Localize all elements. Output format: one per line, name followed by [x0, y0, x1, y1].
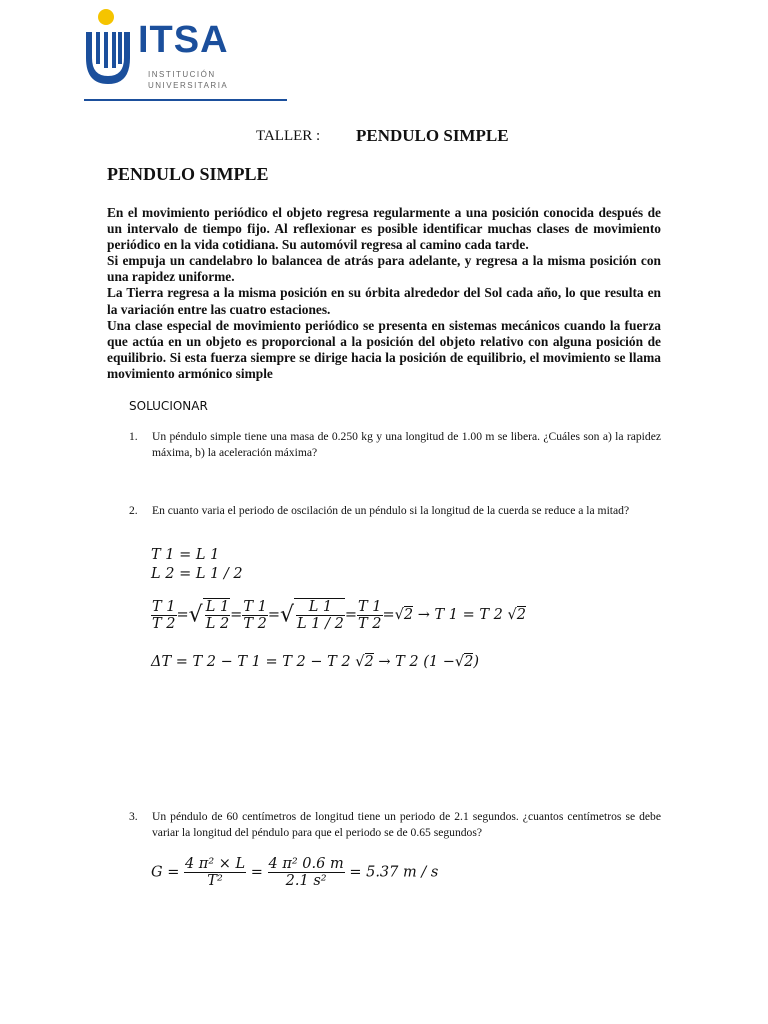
question-3 — [129, 809, 661, 841]
question-number: 1. — [129, 430, 138, 443]
question-2 — [129, 503, 661, 519]
radical-icon: √ — [280, 602, 295, 628]
g-lhs: G = — [151, 864, 180, 881]
fraction — [242, 599, 268, 632]
equals-sign: = — [250, 864, 263, 881]
equals-sign: = — [176, 607, 189, 623]
logo-subtitle-line2: UNIVERSITARIA — [148, 81, 229, 90]
intro-paragraph: En el movimiento periódico el objeto regresa regularmente a una posición conocida después de un intervalo de tiempo fijo. Al reflexionar es posible identificar muchas clases de movimiento periódico en la vida cotidiana. Su automóvil regresa al camino cada tarde. — [107, 205, 661, 253]
fraction-denominator: T 2 — [152, 615, 176, 632]
logo-brand: ITSA — [138, 19, 229, 61]
question-text: En cuanto varia el periodo de oscilación de un péndulo si la longitud de la cuerda se reduce a la mitad? — [152, 504, 630, 517]
logo-subtitle — [148, 69, 228, 91]
equation-g — [151, 856, 438, 889]
intro-paragraph: La Tierra regresa a la misma posición en su órbita alrededor del Sol cada año, lo que resulta en la variación entre las cuatro estaciones. — [107, 285, 661, 317]
radicand: 2 — [516, 607, 526, 623]
fraction-denominator: T² — [207, 873, 223, 889]
fraction — [151, 599, 177, 632]
fraction-numerator: L 1 — [296, 599, 345, 616]
fraction — [268, 856, 345, 889]
fraction-numerator: L 1 — [205, 599, 230, 615]
fraction-numerator: T 1 — [243, 598, 267, 615]
equation-delta — [151, 654, 479, 670]
delta-paren-open: (1 − — [423, 654, 455, 670]
taller-label: TALLER : — [256, 128, 321, 144]
itsa-logo-mark-icon — [84, 8, 132, 88]
equals-sign: = — [267, 607, 280, 623]
solve-label: SOLUCIONAR — [129, 399, 208, 413]
delta-mid: → T 2 — [378, 654, 419, 670]
equation-t1: T 1 = L 1 — [151, 547, 220, 563]
equals-sign: = — [382, 607, 395, 623]
question-number: 2. — [129, 504, 138, 517]
section-heading: PENDULO SIMPLE — [107, 164, 269, 184]
taller-title: PENDULO SIMPLE — [356, 126, 509, 145]
radical-icon: √ — [507, 607, 517, 623]
intro-paragraph: Una clase especial de movimiento periódico se presenta en sistemas mecánicos cuando la fuerza que actúa en un objeto es proporcional a la posición del objeto relativo con alguna posición de equilibrio. Si esta fuerza siempre se dirige hacia la posición de equilibrio, el movimiento se llama movimiento armónico simple — [107, 317, 661, 381]
sqrt — [189, 598, 231, 632]
question-number: 3. — [129, 810, 138, 823]
g-result: = 5.37 m / s — [349, 864, 439, 881]
sqrt — [280, 598, 345, 632]
logo-subtitle-line1: INSTITUCIÓN — [148, 70, 216, 79]
radical-icon: √ — [454, 654, 465, 670]
radicand: 2 — [464, 654, 474, 670]
fraction-numerator: T 1 — [357, 598, 382, 615]
header-divider — [84, 99, 287, 101]
radical-icon: √ — [394, 607, 404, 623]
question-text: Un péndulo simple tiene una masa de 0.250 kg y una longitud de 1.00 m se libera. ¿Cuáles son a) la rapidez máxima, b) la aceleración máxima? — [152, 430, 661, 459]
equation-l2: L 2 = L 1 / 2 — [151, 566, 243, 582]
delta-paren-close: ) — [473, 654, 480, 670]
radicand: 2 — [403, 607, 414, 623]
equation-ratio — [151, 598, 526, 632]
fraction-numerator: T 1 — [152, 598, 176, 615]
question-1 — [129, 429, 661, 461]
radical-icon: √ — [355, 654, 365, 670]
fraction-denominator: L 1 / 2 — [297, 616, 344, 632]
equation-tail: → T 1 = T 2 — [417, 607, 503, 623]
equals-sign: = — [230, 607, 243, 623]
fraction-denominator: T 2 — [357, 615, 382, 632]
radical-icon: √ — [188, 602, 203, 628]
fraction — [184, 856, 246, 889]
fraction-denominator: T 2 — [243, 615, 267, 632]
fraction-denominator: L 2 — [205, 616, 230, 632]
fraction-numerator: 4 π² 0.6 m — [268, 856, 344, 872]
fraction — [357, 599, 383, 632]
intro-text — [107, 205, 661, 382]
question-text: Un péndulo de 60 centímetros de longitud tiene un periodo de 2.1 segundos. ¿cuantos centímetros se debe variar la longitud del péndulo para que el periodo se de 0.65 segundos? — [152, 810, 661, 839]
fraction-numerator: 4 π² × L — [184, 856, 246, 872]
delta-lhs: ΔT = T 2 − T 1 = T 2 − T 2 — [151, 654, 351, 670]
radicand: 2 — [364, 654, 374, 670]
intro-paragraph: Si empuja un candelabro lo balancea de atrás para adelante, y regresa a la misma posición con una rapidez uniforme. — [107, 253, 661, 285]
fraction-denominator: 2.1 s² — [285, 873, 327, 889]
equals-sign: = — [344, 607, 357, 623]
